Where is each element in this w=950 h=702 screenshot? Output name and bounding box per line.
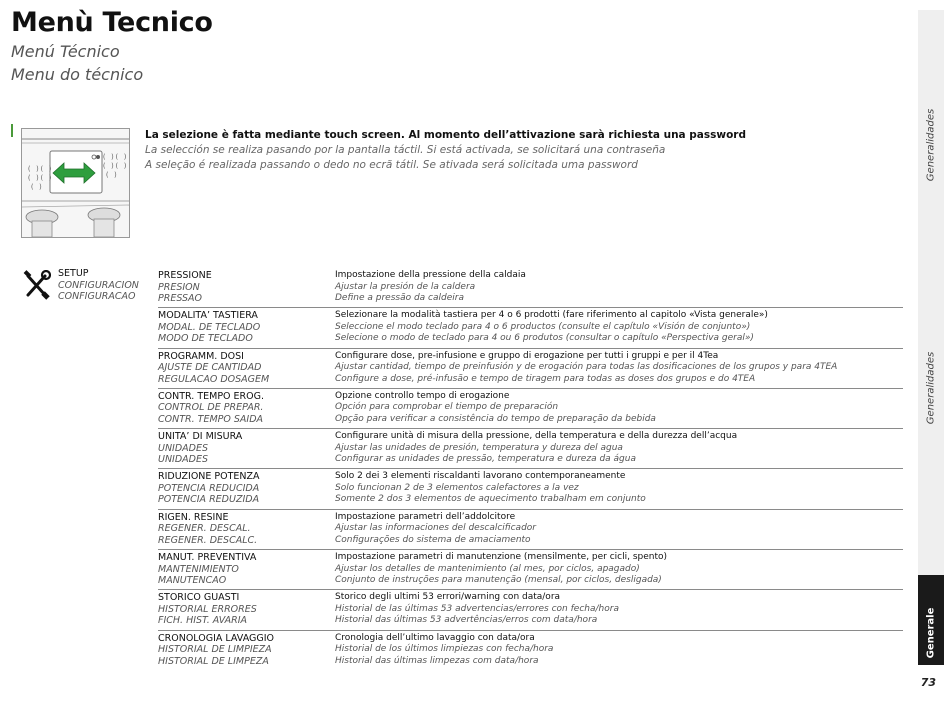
svg-text:( )( ): ( )( ) (102, 153, 128, 161)
page-number: 73 (920, 676, 936, 689)
row-name-it: STORICO GUASTI (158, 592, 240, 604)
row-desc-pt: Historial das últimas limpezas com data/hora (335, 655, 539, 666)
row-desc-it: Storico degli ultimi 53 errori/warning con data/ora (335, 592, 561, 603)
row-desc-es: Historial de las últimas 53 advertencias/errores con fecha/hora (335, 603, 619, 614)
row-name-pt: REGULACAO DOSAGEM (158, 373, 270, 385)
row-desc-es: Ajustar las unidades de presión, temperatura y dureza del agua (335, 442, 623, 453)
row-name-it: PROGRAMM. DOSI (158, 350, 244, 362)
table-row (158, 469, 903, 509)
sidebar-tab-generalidades-1[interactable] (918, 10, 944, 235)
page-title-es: Menú Técnico (11, 42, 120, 61)
row-name-pt: HISTORIAL DE LIMPEZA (158, 655, 269, 667)
row-name-es: MANTENIMIENTO (158, 563, 239, 575)
table-row (158, 631, 903, 671)
row-desc-pt: Configurar as unidades de pressão, temperatura e dureza da água (335, 454, 636, 465)
row-name-es: REGENER. DESCAL. (158, 523, 251, 535)
row-desc-pt: Configurações do sistema de amaciamento (335, 534, 531, 545)
setup-labels (58, 268, 139, 303)
row-name-it: RIGEN. RESINE (158, 511, 229, 523)
row-name-es: HISTORIAL ERRORES (158, 603, 257, 615)
tools-icon (23, 270, 51, 300)
row-desc-it: Selezionare la modalità tastiera per 4 o 6 prodotti (fare riferimento al capitolo «Vista generale») (335, 310, 768, 321)
table-row (158, 389, 903, 429)
svg-text:( )( ): ( )( ) (102, 162, 128, 170)
setup-label-es: CONFIGURACION (58, 279, 139, 291)
row-name-pt: CONTR. TEMPO SAIDA (158, 413, 264, 425)
row-name-it: MODALITA’ TASTIERA (158, 310, 258, 322)
row-desc-es: Ajustar los detalles de mantenimiento (al mes, por ciclos, apagado) (335, 563, 640, 574)
row-desc-es: Seleccione el modo teclado para 4 o 6 productos (consulte el capítulo «Visión de conjunto») (335, 321, 751, 332)
row-desc-it: Configurare unità di misura della pressione, della temperatura e della durezza dell’acqua (335, 431, 738, 442)
row-desc-es: Historial de los últimos limpiezas con fecha/hora (335, 644, 554, 655)
table-row (158, 349, 903, 389)
row-name-pt: MANUTENCAO (158, 575, 227, 587)
touchscreen-swipe-illustration (21, 128, 130, 238)
setup-label-it: SETUP (58, 268, 89, 279)
table-row (158, 429, 903, 469)
table-row (158, 590, 903, 630)
row-name-es: AJUSTE DE CANTIDAD (158, 362, 262, 374)
row-name-it: CONTR. TEMPO EROG. (158, 390, 265, 402)
svg-text:( )( ): ( )( ) (27, 174, 53, 182)
row-name-es: POTENCIA REDUCIDA (158, 482, 260, 494)
svg-text:( ): ( ) (105, 171, 118, 179)
row-desc-pt: Conjunto de instruções para manutenção (mensal, por ciclos, desligada) (335, 575, 662, 586)
table-row (158, 308, 903, 348)
row-name-es: MODAL. DE TECLADO (158, 321, 261, 333)
row-desc-es: Opción para comprobar el tiempo de preparación (335, 402, 559, 413)
row-desc-pt: Configure a dose, pré-infusão e tempo de tiragem para todas as doses dos grupos e do 4TEA (335, 373, 756, 384)
intro-es: La selección se realiza pasando por la pantalla táctil. Si está activada, se solicitará una contraseña (145, 144, 666, 156)
page-title: Menù Tecnico (11, 7, 213, 38)
svg-text:( ): ( ) (30, 183, 43, 191)
row-desc-it: Impostazione parametri di manutenzione (mensilmente, per cicli, spento) (335, 552, 668, 563)
row-name-pt: REGENER. DESCALC. (158, 534, 258, 546)
row-name-pt: MODO DE TECLADO (158, 333, 253, 345)
table-row (158, 268, 903, 308)
row-name-it: UNITA’ DI MISURA (158, 431, 243, 443)
machine-panel-icon (22, 129, 129, 237)
section-marker (11, 124, 13, 137)
row-desc-pt: Historial das últimas 53 advertências/erros com data/hora (335, 615, 598, 626)
sidebar-tab-generalidades-2[interactable] (918, 235, 944, 575)
row-name-it: MANUT. PREVENTIVA (158, 552, 257, 564)
svg-text:( )( ): ( )( ) (27, 165, 53, 173)
row-desc-it: Solo 2 dei 3 elementi riscaldanti lavorano contemporaneamente (335, 471, 626, 482)
sidebar-tab-label: Generalidades (925, 108, 937, 182)
setup-menu-table (158, 268, 903, 671)
row-name-es: CONTROL DE PREPAR. (158, 402, 264, 414)
intro-pt: A seleção é realizada passando o dedo no ecrã tátil. Se ativada será solicitada uma password (145, 159, 638, 171)
row-name-it: RIDUZIONE POTENZA (158, 471, 260, 483)
row-name-it: CRONOLOGIA LAVAGGIO (158, 632, 275, 644)
row-desc-pt: Selecione o modo de teclado para 4 ou 6 produtos (consultar o capítulo «Perspectiva geral») (335, 333, 754, 344)
table-row (158, 550, 903, 590)
row-desc-pt: Opção para verificar a consistência do tempo de preparação da bebida (335, 413, 656, 424)
intro-text (145, 128, 845, 173)
row-name-pt: UNIDADES (158, 454, 209, 466)
sidebar-tab-label: Generalidades (925, 351, 937, 425)
row-desc-es: Ajustar las informaciones del descalcificador (335, 523, 536, 534)
row-desc-it: Impostazione della pressione della caldaia (335, 270, 526, 280)
row-desc-pt: Define a pressão da caldeira (335, 293, 464, 303)
row-desc-es: Solo funcionan 2 de 3 elementos calefactores a la vez (335, 482, 579, 493)
row-name-es: UNIDADES (158, 442, 209, 454)
row-desc-es: Ajustar la presión de la caldera (335, 281, 476, 292)
row-desc-pt: Somente 2 dos 3 elementos de aquecimento trabalham em conjunto (335, 494, 646, 505)
page-title-pt: Menu do técnico (11, 65, 144, 84)
sidebar-tab-label: Generale (925, 607, 937, 658)
row-name-it: PRESSIONE (158, 270, 212, 281)
row-desc-it: Opzione controllo tempo di erogazione (335, 390, 510, 401)
row-name-es: PRESION (158, 281, 200, 293)
row-name-es: HISTORIAL DE LIMPIEZA (158, 644, 272, 656)
row-desc-es: Ajustar cantidad, tiempo de preinfusión y de erogación para todas las dosificaciones de los grupos y para 4TEA (335, 362, 838, 373)
row-name-pt: FICH. HIST. AVARIA (158, 615, 248, 627)
page-header (11, 6, 213, 86)
row-desc-it: Cronologia dell’ultimo lavaggio con data/ora (335, 632, 535, 643)
sidebar-tab-generale[interactable] (918, 575, 944, 665)
row-desc-it: Configurare dose, pre-infusione e gruppo di erogazione per tutti i gruppi e per il 4Tea (335, 350, 719, 361)
intro-it: La selezione è fatta mediante touch screen. Al momento dell’attivazione sarà richiesta una password (145, 129, 746, 141)
row-desc-it: Impostazione parametri dell’addolcitore (335, 511, 516, 522)
table-row (158, 510, 903, 550)
setup-label-pt: CONFIGURACAO (58, 291, 136, 302)
row-name-pt: POTENCIA REDUZIDA (158, 494, 260, 506)
row-name-pt: PRESSAO (158, 293, 203, 304)
